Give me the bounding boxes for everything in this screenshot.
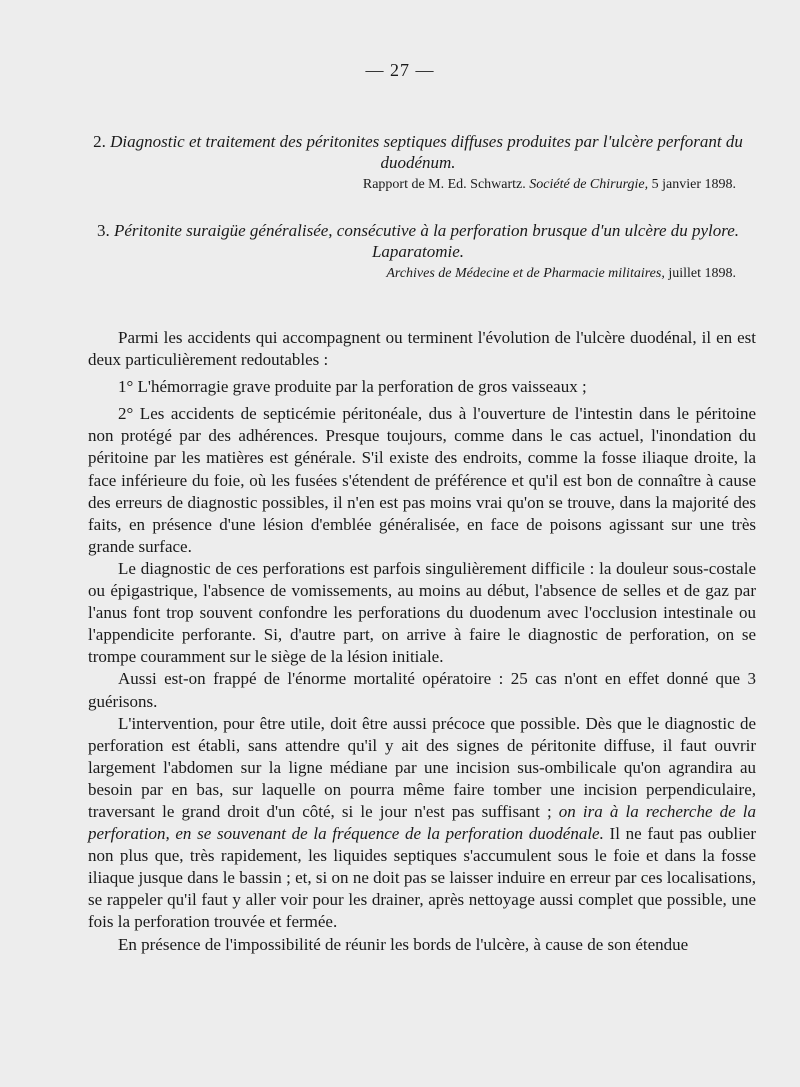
reference-source [88, 265, 748, 283]
body-text [88, 327, 756, 956]
paragraph: 2° Les accidents de septicémie péritonéale, dus à l'ouverture de l'intestin dans le péritoine non protégé par des adhérences. Presque toujours, comme dans le cas actuel, l'inondation du péritoine par les matières est générale. S'il existe des endroits, comme la fosse iliaque droite, la face inférieure du foie, où les fusées s'étendent de préférence et qu'il est bon de connaître à cause des erreurs de diagnostic possibles, il n'en est pas moins vrai qu'on se trouve, dans la majorité des faits, en présence d'une lésion d'emblée généralisée, en face de poisons agissant sur une très grande surface. [88, 404, 756, 556]
reference-title-text: Péritonite suraigüe généralisée, consécutive à la perforation brusque d'un ulcère du pylore. Laparatomie. [113, 221, 740, 261]
reference-number: 3. [96, 221, 110, 240]
reference-title [88, 220, 748, 262]
reference-source [88, 176, 748, 194]
page-number: — 27 — [365, 60, 435, 80]
reference-author: Rapport de M. Ed. Schwartz. [362, 177, 526, 192]
reference-title-text: Diagnostic et traitement des péritonites septiques diffuses produites par l'ulcère perforant du duodénum. [110, 132, 743, 172]
paragraph-text: L'intervention, pour être utile, doit être aussi précoce que possible. Dès que le diagnostic de perforation est établi, sans attendre qu'il y ait des signes de péritonite diffuse, il faut ouvrir largement l'abdomen sur la ligne médiane par une incision sus-ombilicale qu'on agrandira au besoin par en bas, sur laquelle on pourra même faire tomber une incision perpendiculaire, traversant le grand droit d'un côté, si le jour n'est pas suffisant ; [88, 713, 756, 821]
reference-journal: Société de Chirurgie, [529, 177, 649, 192]
paragraph: Aussi est-on frappé de l'énorme mortalité opératoire : 25 cas n'ont en effet donné que 3 guérisons. [88, 669, 756, 711]
paragraph: En présence de l'impossibilité de réunir les bords de l'ulcère, à cause de son étendue [118, 934, 689, 954]
reference-number: 2. [93, 132, 106, 151]
paragraph [88, 713, 756, 934]
reference-title [88, 131, 748, 173]
italic-emphasis: on ira à la recherche de la perforation, en se souvenant de la fréquence de la perforation duodénale. [88, 801, 757, 844]
paragraph: Le diagnostic de ces perforations est parfois singulièrement difficile : la douleur sous-costale ou épigastrique, l'absence de vomissements, au moins au début, l'absence de selles et de gaz par l'anus font trop souvent confondre les perforations du duodenum avec l'occlusion intestinale ou l'appendicite perforante. Si, d'autre part, on arrive à faire le diagnostic de perforation, on se trompe couramment sur le siège de la lésion initiale. [88, 558, 756, 667]
reference-2 [88, 131, 748, 194]
paragraph: 1° L'hémorragie grave produite par la perforation de gros vaisseaux ; [118, 377, 587, 397]
reference-date: 5 janvier 1898. [651, 177, 736, 192]
paragraph: Parmi les accidents qui accompagnent ou terminent l'évolution de l'ulcère duodénal, il en est deux particulièrement redoutables : [88, 328, 756, 370]
reference-journal: Archives de Médecine et de Pharmacie militaires, [386, 266, 665, 281]
paragraph-text: Il ne faut pas oublier non plus que, très rapidement, les liquides septiques s'accumulent sous le foie et dans la fosse iliaque jusque dans le bassin ; et, si on ne doit pas se laisser induire en erreur par ces localisations, se rappeler qu'il faut y aller voir pour les drainer, après nettoyage aussi complet que possible, une fois la perforation trouvée et fermée. [88, 824, 756, 932]
reference-date: juillet 1898. [668, 266, 736, 281]
reference-3 [88, 220, 748, 283]
